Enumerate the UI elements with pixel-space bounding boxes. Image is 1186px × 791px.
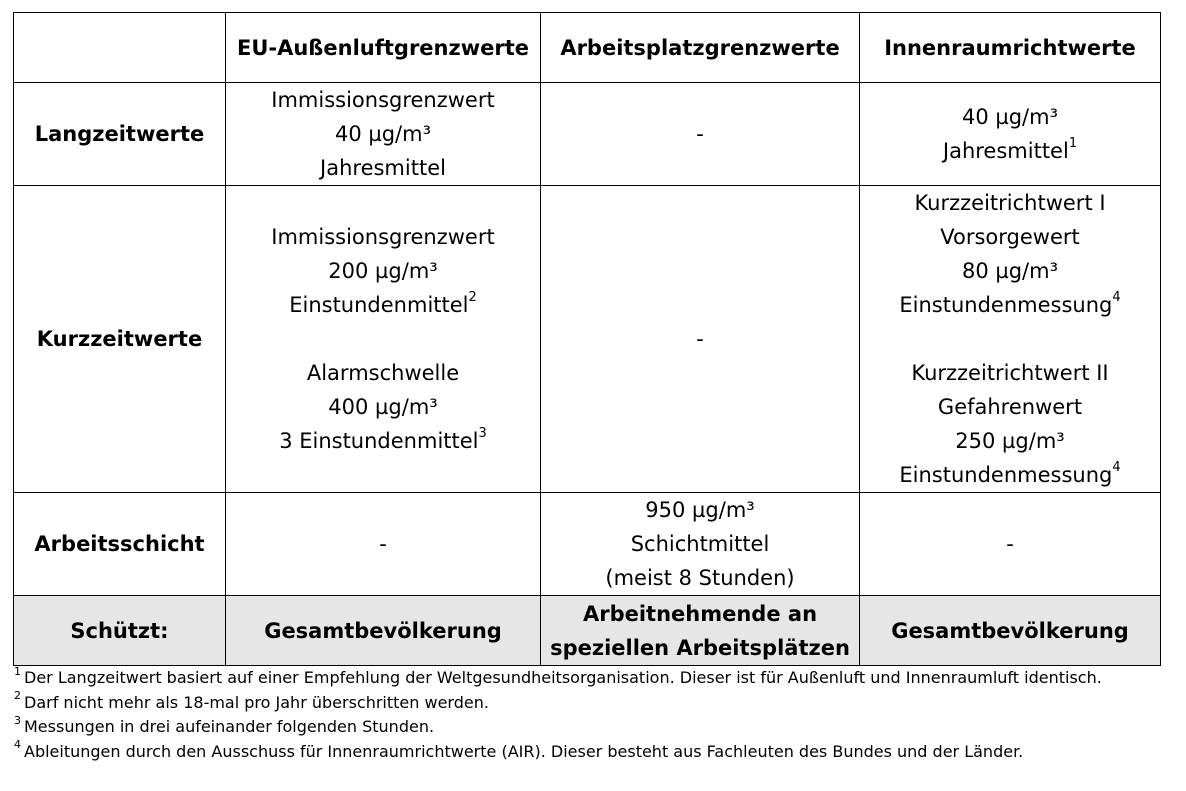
footnote-text: Darf nicht mehr als 18-mal pro Jahr überschritten werden.: [24, 692, 489, 712]
cell-shift-indoor: -: [860, 493, 1161, 596]
cell-text: 250 µg/m³: [955, 429, 1065, 453]
cell-short-term-indoor: [860, 186, 1161, 493]
cell-text: 40 µg/m³: [961, 105, 1059, 129]
footnote-text: Ableitungen durch den Ausschuss für Innenraumrichtwerte (AIR). Dieser besteht aus Fachleuten des Bundes und der Länder.: [24, 741, 1024, 761]
cell-shift-eu: -: [226, 493, 541, 596]
cell-text: Immissionsgrenzwert: [271, 225, 495, 249]
cell-long-term-workplace: -: [541, 83, 860, 186]
cell-text: Kurzzeitrichtwert I: [914, 191, 1106, 215]
cell-text: (meist 8 Stunden): [605, 566, 795, 590]
row-label-short-term: Kurzzeitwerte: [14, 186, 226, 493]
row-label-long-term: Langzeitwerte: [14, 83, 226, 186]
cell-protects-eu: Gesamtbevölkerung: [226, 596, 541, 666]
cell-shift-workplace: [541, 493, 860, 596]
row-label-protects: Schützt:: [14, 596, 226, 666]
cell-text: 80 µg/m³: [961, 259, 1059, 283]
footnote-number: 1: [14, 664, 21, 678]
cell-text: 3 Einstundenmittel: [279, 429, 479, 453]
footnote-number: 2: [14, 689, 21, 703]
cell-text: Einstundenmessung: [899, 293, 1113, 317]
footnote-number: 4: [14, 738, 21, 752]
footnote-3: [14, 715, 1174, 740]
row-label-shift: Arbeitsschicht: [14, 493, 226, 596]
footnote-ref: 1: [1068, 136, 1078, 151]
cell-text: speziellen Arbeitsplätzen: [550, 635, 850, 660]
spacer: [230, 322, 536, 356]
header-indoor: Innenraumrichtwerte: [860, 13, 1161, 83]
cell-text: Gefahrenwert: [937, 395, 1083, 419]
row-protects: [14, 596, 1161, 666]
row-short-term: [14, 186, 1161, 493]
cell-text: Vorsorgewert: [940, 225, 1080, 249]
footnote-ref: 3: [478, 426, 487, 441]
limit-values-table: [13, 12, 1161, 666]
cell-text: Arbeitnehmende an: [582, 601, 818, 626]
cell-text: [864, 134, 1156, 168]
cell-text: Jahresmittel: [320, 156, 446, 180]
footnote-text: Der Langzeitwert basiert auf einer Empfehlung der Weltgesundheitsorganisation. Dieser ist für Außenluft und Innenraumluft identisch.: [24, 668, 1102, 687]
cell-protects-workplace: [541, 596, 860, 666]
footnotes: [14, 666, 1174, 764]
cell-text: Schichtmittel: [630, 532, 770, 556]
header-eu-outdoor: EU-Außenluftgrenzwerte: [226, 13, 541, 83]
footnote-ref: 4: [1112, 460, 1121, 475]
footnote-4: [14, 740, 1174, 765]
cell-text: 40 µg/m³: [334, 122, 432, 146]
cell-text: 200 µg/m³: [328, 259, 438, 283]
cell-text: [864, 288, 1156, 322]
spacer: [864, 322, 1156, 356]
footnote-number: 3: [14, 713, 21, 727]
cell-text: Kurzzeitrichtwert II: [911, 361, 1109, 385]
header-row: [14, 13, 1161, 83]
footnote-1: [14, 666, 1174, 691]
cell-text: Immissionsgrenzwert: [271, 88, 495, 112]
cell-short-term-workplace: -: [541, 186, 860, 493]
cell-text: Einstundenmittel: [289, 293, 469, 317]
cell-long-term-eu: [226, 83, 541, 186]
footnote-ref: 2: [468, 290, 477, 305]
cell-text: Jahresmittel: [942, 139, 1069, 163]
cell-text: 400 µg/m³: [328, 395, 438, 419]
cell-short-term-eu: [226, 186, 541, 493]
row-shift: [14, 493, 1161, 596]
cell-text: [864, 458, 1156, 492]
row-long-term: [14, 83, 1161, 186]
cell-text: [230, 424, 536, 458]
footnote-2: [14, 691, 1174, 716]
cell-protects-indoor: Gesamtbevölkerung: [860, 596, 1161, 666]
cell-text: Einstundenmessung: [899, 463, 1113, 487]
cell-text: Alarmschwelle: [306, 361, 460, 385]
header-empty-cell: [14, 13, 226, 83]
header-workplace: Arbeitsplatzgrenzwerte: [541, 13, 860, 83]
cell-long-term-indoor: [860, 83, 1161, 186]
cell-text: 950 µg/m³: [645, 498, 755, 522]
cell-text: [230, 288, 536, 322]
footnote-ref: 4: [1112, 290, 1121, 305]
footnote-text: Messungen in drei aufeinander folgenden Stunden.: [24, 717, 435, 736]
